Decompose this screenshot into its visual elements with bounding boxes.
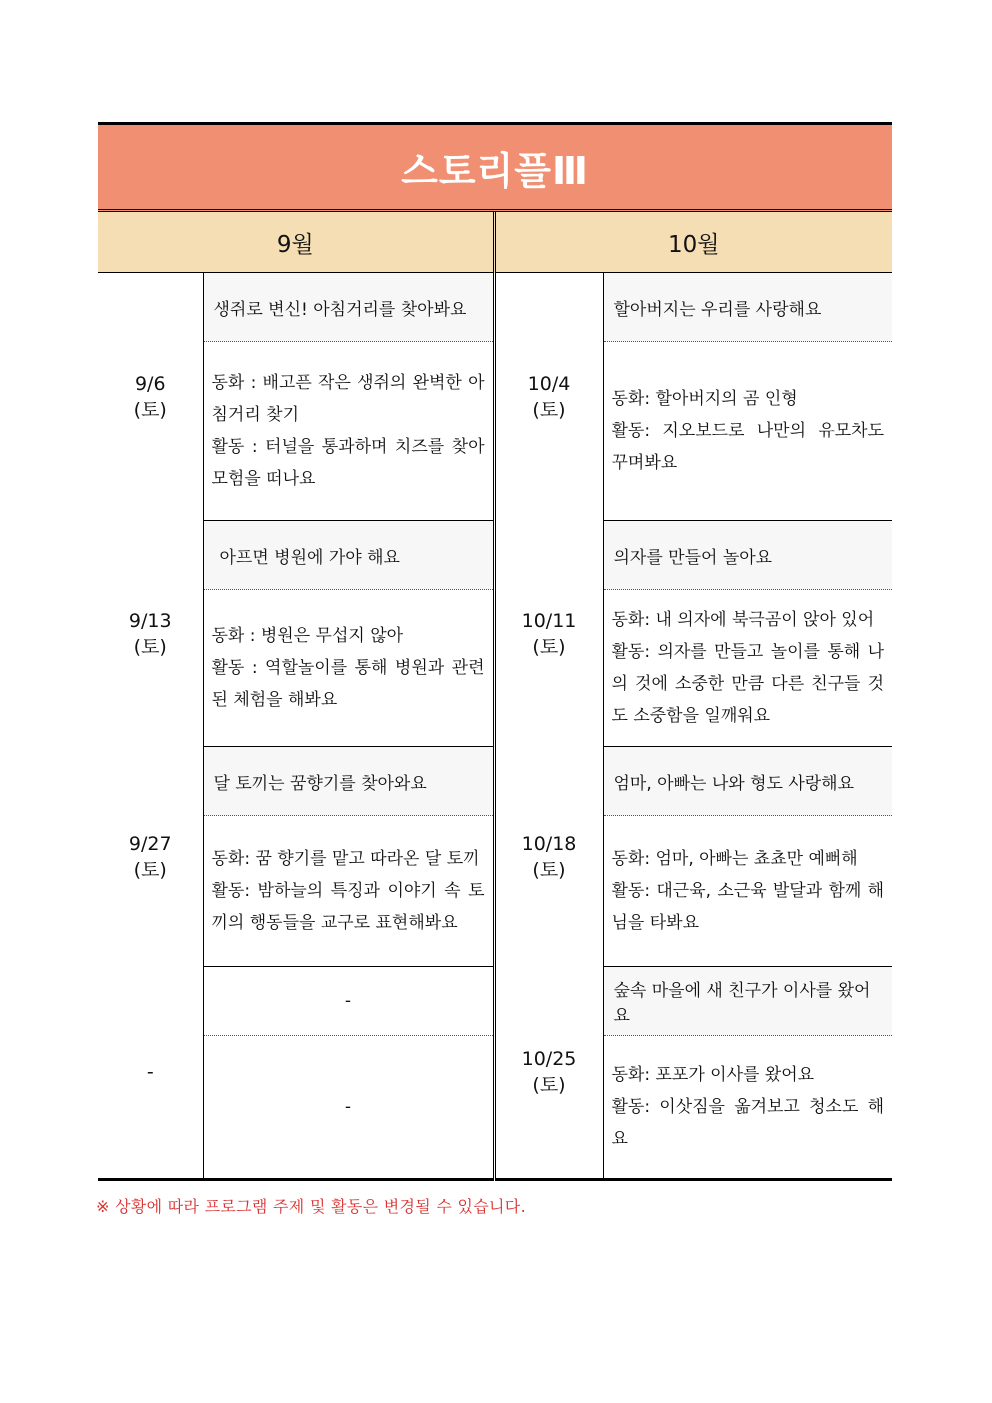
month-left-header: 9월 [98, 211, 494, 273]
schedule-row [98, 521, 892, 590]
date-label: 10/11 [521, 609, 577, 632]
day-label: (토) [532, 398, 566, 421]
topic-cell: 할아버지는 우리를 사랑해요 [603, 273, 892, 342]
date-cell-right [494, 747, 603, 967]
date-cell-left [98, 521, 203, 747]
topic-cell: 엄마, 아빠는 나와 형도 사랑해요 [603, 747, 892, 816]
date-label: 9/6 [134, 372, 166, 395]
date-label: 9/13 [128, 609, 172, 632]
day-label: (토) [133, 635, 167, 658]
activity-line: 활동 : 역할놀이를 통해 병원과 관련된 체험을 해봐요 [211, 658, 485, 710]
activity-line: 활동: 이삿짐을 옮겨보고 청소도 해요 [611, 1097, 885, 1149]
date-label: 10/4 [527, 372, 571, 395]
date-label: 9/27 [128, 832, 172, 855]
activity-line: 활동: 대근육, 소근육 발달과 함께 해님을 타봐요 [611, 881, 885, 933]
description-cell [603, 590, 892, 747]
topic-cell: - [203, 967, 494, 1036]
topic-cell: 달 토끼는 꿈향기를 찾아와요 [203, 747, 494, 816]
story-line: 동화 : 배고픈 작은 생쥐의 완벽한 아침거리 찾기 [211, 373, 485, 425]
date-cell-right [494, 967, 603, 1180]
story-line: 동화: 내 의자에 북극곰이 앉아 있어 [611, 610, 875, 630]
date-cell-left [98, 967, 203, 1180]
story-line: - [344, 1097, 352, 1117]
date-label: 10/25 [521, 1048, 577, 1071]
activity-line: 활동: 밤하늘의 특징과 이야기 속 토끼의 행동들을 교구로 표현해봐요 [211, 881, 485, 933]
description-cell [603, 1036, 892, 1180]
date-cell-right [494, 273, 603, 521]
day-label: (토) [133, 398, 167, 421]
description-cell [203, 590, 494, 747]
day-label: (토) [532, 635, 566, 658]
schedule-row [98, 273, 892, 342]
schedule-table [98, 122, 892, 1181]
month-header-row [98, 211, 892, 273]
date-label: 10/18 [521, 832, 577, 855]
activity-line: 활동: 지오보드로 나만의 유모차도 꾸며봐요 [611, 421, 885, 473]
description-cell [203, 816, 494, 967]
story-line: 동화: 엄마, 아빠는 쵸쵸만 예뻐해 [611, 849, 858, 869]
date-cell-right [494, 521, 603, 747]
story-line: 동화: 할아버지의 곰 인형 [611, 389, 798, 409]
schedule-row [98, 967, 892, 1036]
day-label: (토) [133, 858, 167, 881]
title-row [98, 124, 892, 211]
day-label: (토) [532, 858, 566, 881]
story-line: 동화 : 병원은 무섭지 않아 [211, 626, 404, 646]
month-right-header: 10월 [494, 211, 892, 273]
day-label: (토) [532, 1074, 566, 1097]
footnote: ※ 상황에 따라 프로그램 주제 및 활동은 변경될 수 있습니다. [96, 1197, 526, 1216]
description-cell [603, 342, 892, 521]
topic-cell: 아프면 병원에 가야 해요 [203, 521, 494, 590]
description-cell [203, 1036, 494, 1180]
description-cell [603, 816, 892, 967]
date-cell-left [98, 273, 203, 521]
story-line: 동화: 포포가 이사를 왔어요 [611, 1065, 815, 1085]
topic-cell: 생쥐로 변신! 아침거리를 찾아봐요 [203, 273, 494, 342]
story-line: 동화: 꿈 향기를 맡고 따라온 달 토끼 [211, 849, 480, 869]
topic-cell: 숲속 마을에 새 친구가 이사를 왔어요 [603, 967, 892, 1036]
date-label: - [146, 1061, 154, 1084]
description-cell [203, 342, 494, 521]
topic-cell: 의자를 만들어 놀아요 [603, 521, 892, 590]
activity-line: 활동: 의자를 만들고 놀이를 통해 나의 것에 소중한 만큼 다른 친구들 것도 소중함을 일깨워요 [611, 642, 885, 726]
activity-line: 활동 : 터널을 통과하며 치즈를 찾아 모험을 떠나요 [211, 437, 485, 489]
date-cell-left [98, 747, 203, 967]
page-title: 스토리플Ⅲ [98, 124, 892, 211]
schedule-row [98, 747, 892, 816]
